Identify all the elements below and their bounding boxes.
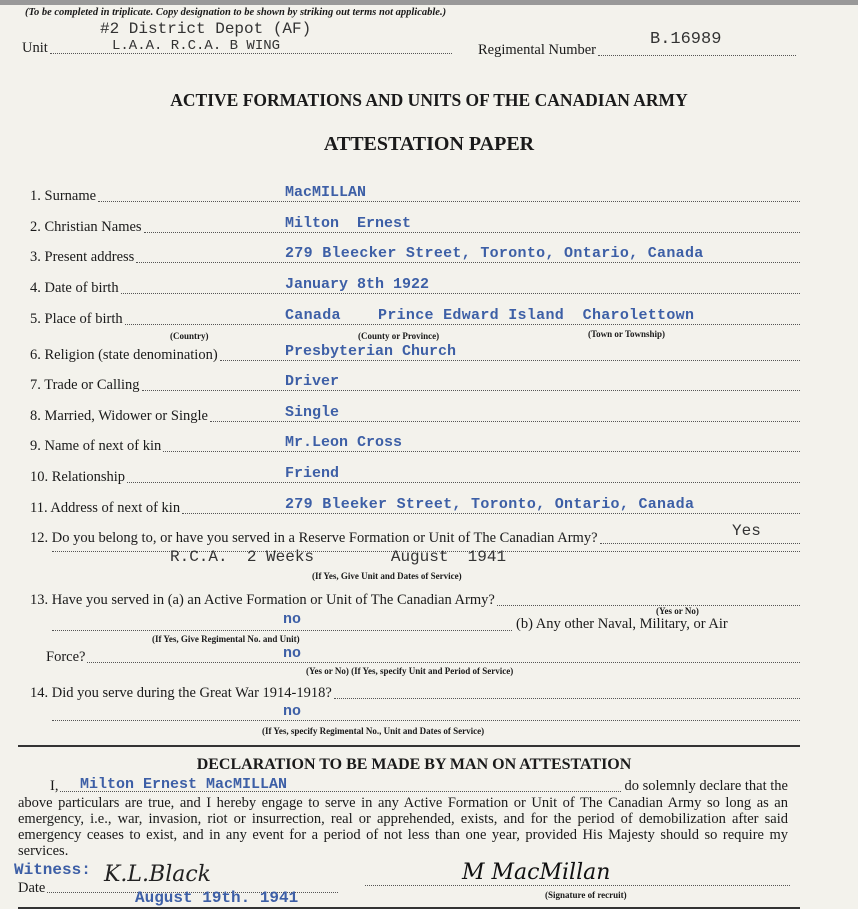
declaration-body: above particulars are true, and I hereby engage to serve in any Active Formation or Unit of The Canadian Army so long as an emergency, i.e., war, invasion, riot or insurrection, real or apprehended, exists, and for the period of demobilization after said emergency ceases to exist, and in any event for a period of not less than one year, provided His Majesty should so require my services. [18, 795, 788, 859]
field-label: 7. Trade or Calling [30, 377, 140, 393]
question-12 [30, 530, 800, 547]
signature-label: (Signature of recruit) [545, 890, 627, 900]
field-value: 279 Bleecker Street, Toronto, Ontario, Canada [285, 245, 704, 262]
question-13a-answer: no [283, 611, 302, 628]
field-label: 1. Surname [30, 188, 97, 204]
declaration-i: I, [50, 778, 59, 794]
witness-signature: K.L.Black [104, 862, 212, 887]
regimental-number-value: B.16989 [650, 30, 722, 49]
date-value: August 19th. 1941 [135, 889, 299, 907]
question-13a-line [50, 616, 512, 634]
question-14-label: 14. Did you serve during the Great War 1914-1918? [30, 685, 332, 701]
divider [18, 745, 800, 747]
date-label: Date [18, 880, 46, 896]
form-field [30, 408, 800, 425]
regimental-number-field [478, 42, 796, 59]
form-title: ATTESTATION PAPER [323, 133, 535, 155]
force-label: Force? [46, 649, 86, 665]
field-value: Canada Prince Edward Island Charolettown [285, 307, 695, 324]
question-12-hint: (If Yes, Give Unit and Dates of Service) [312, 571, 462, 581]
field-label: 11. Address of next of kin [30, 500, 181, 516]
question-12-label: 12. Do you belong to, or have you served in a Reserve Formation or Unit of The Canadian Army? [30, 530, 598, 546]
field-label: 2. Christian Names [30, 219, 142, 235]
regimental-number-label: Regimental Number [478, 42, 596, 58]
triplicate-note: (To be completed in triplicate. Copy designation to be shown by striking out terms not applicable.) [25, 7, 447, 18]
field-label: 10. Relationship [30, 469, 126, 485]
field-value: Presbyterian Church [285, 343, 457, 360]
question-14-hint: (If Yes, specify Regimental No., Unit and Dates of Service) [262, 726, 485, 736]
field-label: 4. Date of birth [30, 280, 119, 296]
field-value: MacMILLAN [285, 184, 367, 201]
question-13a-hint: (If Yes, Give Regimental No. and Unit) [152, 634, 300, 644]
field-value: Friend [285, 465, 340, 482]
question-13b-force [46, 649, 800, 666]
unit-label: Unit [22, 40, 48, 56]
question-12-answer: Yes [732, 522, 761, 540]
field-label: 8. Married, Widower or Single [30, 408, 208, 424]
field-value: Single [285, 404, 340, 421]
scan-edge [0, 0, 858, 5]
question-14 [30, 685, 800, 702]
depot-typed: #2 District Depot (AF) [100, 20, 312, 38]
field-label: 5. Place of birth [30, 311, 123, 327]
yes-no-hint: (Yes or No) [656, 606, 699, 616]
field-label: 6. Religion (state denomination) [30, 347, 218, 363]
question-13b-hint: (Yes or No) (If Yes, specify Unit and Period of Service) [306, 666, 514, 676]
form-field [30, 377, 800, 394]
form-field [30, 188, 800, 205]
question-13b-label: (b) Any other Naval, Military, or Air [516, 616, 728, 632]
question-14-line [50, 706, 800, 724]
field-value: 279 Bleeker Street, Toronto, Ontario, Canada [285, 496, 695, 513]
declaration-title: DECLARATION TO BE MADE BY MAN ON ATTESTATION [196, 756, 632, 773]
country-sublabel: (Country) [170, 331, 209, 341]
recruit-signature: M MacMillan [462, 860, 611, 885]
town-sublabel: (Town or Township) [588, 329, 666, 339]
question-13b-answer: no [283, 645, 302, 662]
form-field [30, 438, 800, 455]
form-field [30, 219, 800, 236]
declaration-line1-end: do solemnly declare that the [624, 778, 788, 794]
declarant-name: Milton Ernest MacMILLAN [80, 776, 288, 793]
form-field [30, 469, 800, 486]
witness-label: Witness: [14, 861, 91, 879]
province-sublabel: (County or Province) [358, 331, 440, 341]
field-value: Mr.Leon Cross [285, 434, 403, 451]
field-label: 3. Present address [30, 249, 135, 265]
question-13a-label: 13. Have you served in (a) an Active Formation or Unit of The Canadian Army? [30, 592, 495, 608]
field-label: 9. Name of next of kin [30, 438, 162, 454]
question-14-answer: no [283, 703, 302, 720]
field-value: January 8th 1922 [285, 276, 430, 293]
question-12-detail: R.C.A. 2 Weeks August 1941 [170, 548, 507, 566]
field-value: Milton Ernest [285, 215, 412, 232]
field-value: Driver [285, 373, 340, 390]
signature-line [365, 885, 790, 886]
form-heading: ACTIVE FORMATIONS AND UNITS OF THE CANADIAN ARMY [170, 90, 688, 110]
unit-value: L.A.A. R.C.A. B WING [112, 38, 281, 54]
